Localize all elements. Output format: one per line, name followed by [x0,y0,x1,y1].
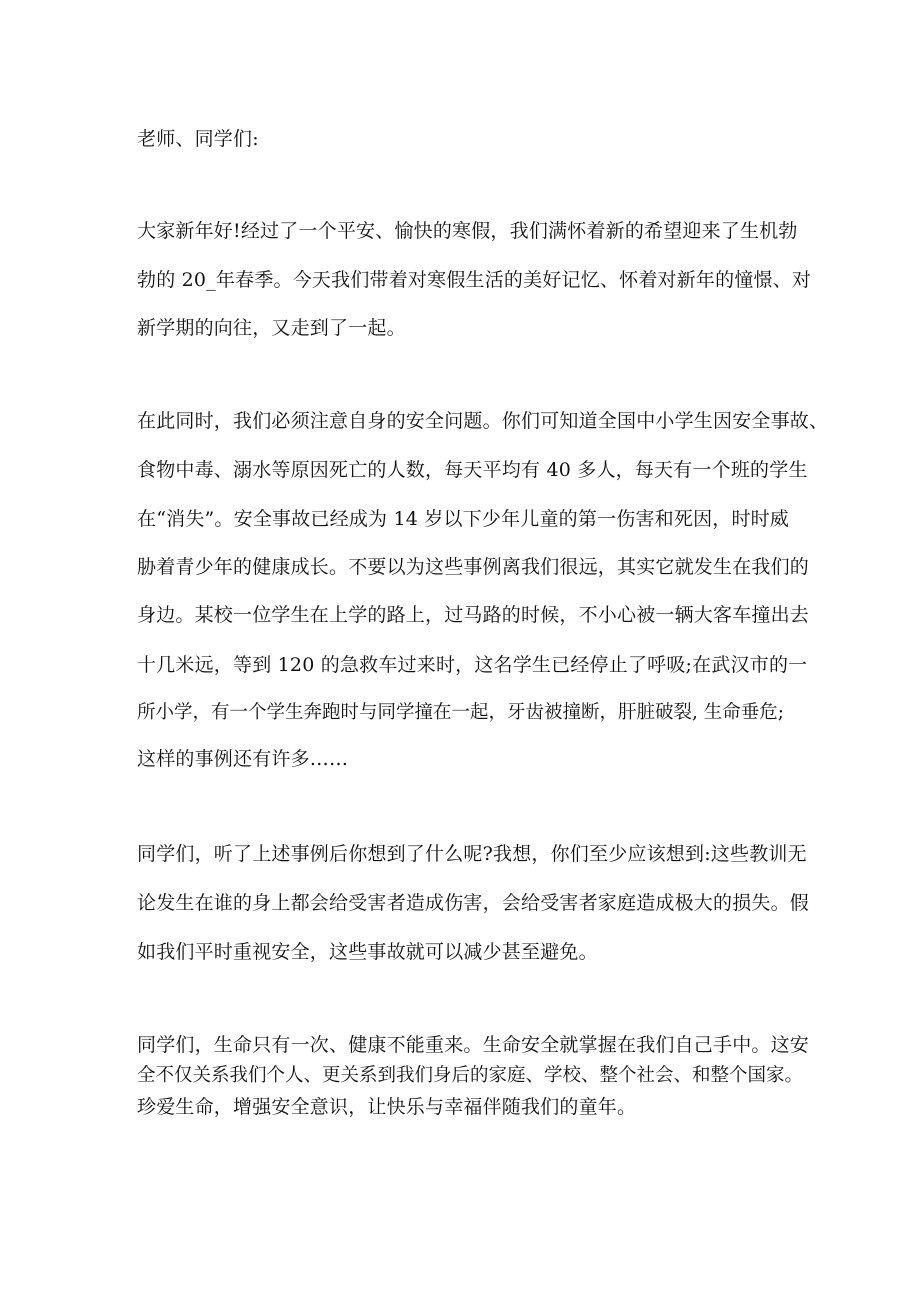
paragraph-line: 珍爱生命，增强安全意识，让快乐与幸福伴随我们的童年。 [137,1096,637,1118]
paragraph-line: 勃的 20_年春季。今天我们带着对寒假生活的美好记忆、怀着对新年的憧憬、对 [137,269,812,291]
paragraph-line: 全不仅关系我们个人、更关系到我们身后的家庭、学校、整个社会、和整个国家。 [137,1065,804,1086]
paragraph-line: 所小学，有一个学生奔跑时与同学撞在一起，牙齿被撞断，肝脏破裂, 生命垂危; [137,702,784,723]
paragraph-line: 胁着青少年的健康成长。不要以为这些事例离我们很远，其实它就发生在我们的 [137,556,810,578]
paragraph-line: 大家新年好!经过了一个平安、愉快的寒假，我们满怀着新的希望迎来了生机勃 [137,220,798,242]
paragraph-line: 在“消失”。安全事故已经成为 14 岁以下少年儿童的第一伤害和死因，时时威 [137,508,790,530]
paragraph-line: 论发生在谁的身上都会给受害者造成伤害，会给受害者家庭造成极大的损失。假 [137,892,810,914]
paragraph-line: 身边。某校一位学生在上学的路上，过马路的时候，不小心被一辆大客车撞出去 [137,604,810,626]
paragraph-line: 这样的事例还有许多…… [137,748,349,770]
paragraph-line: 如我们平时重视安全，这些事故就可以减少甚至避免。 [137,941,598,963]
greeting: 老师、同学们: [137,128,259,150]
paragraph-line: 十几米远，等到 120 的急救车过来时，这名学生已经停止了呼吸;在武汉市的一 [137,654,808,676]
paragraph-line: 在此同时，我们必须注意自身的安全问题。你们可知道全国中小学生因安全事故、 [137,410,829,432]
paragraph-line: 同学们，听了上述事例后你想到了什么呢?我想，你们至少应该想到:这些教训无 [137,843,807,865]
paragraph-line: 食物中毒、溺水等原因死亡的人数，每天平均有 40 多人，每天有一个班的学生 [137,459,808,481]
paragraph-line: 同学们，生命只有一次、健康不能重来。生命安全就掌握在我们自己手中。这安 [137,1034,810,1056]
paragraph-line: 新学期的向往，又走到了一起。 [137,317,406,339]
